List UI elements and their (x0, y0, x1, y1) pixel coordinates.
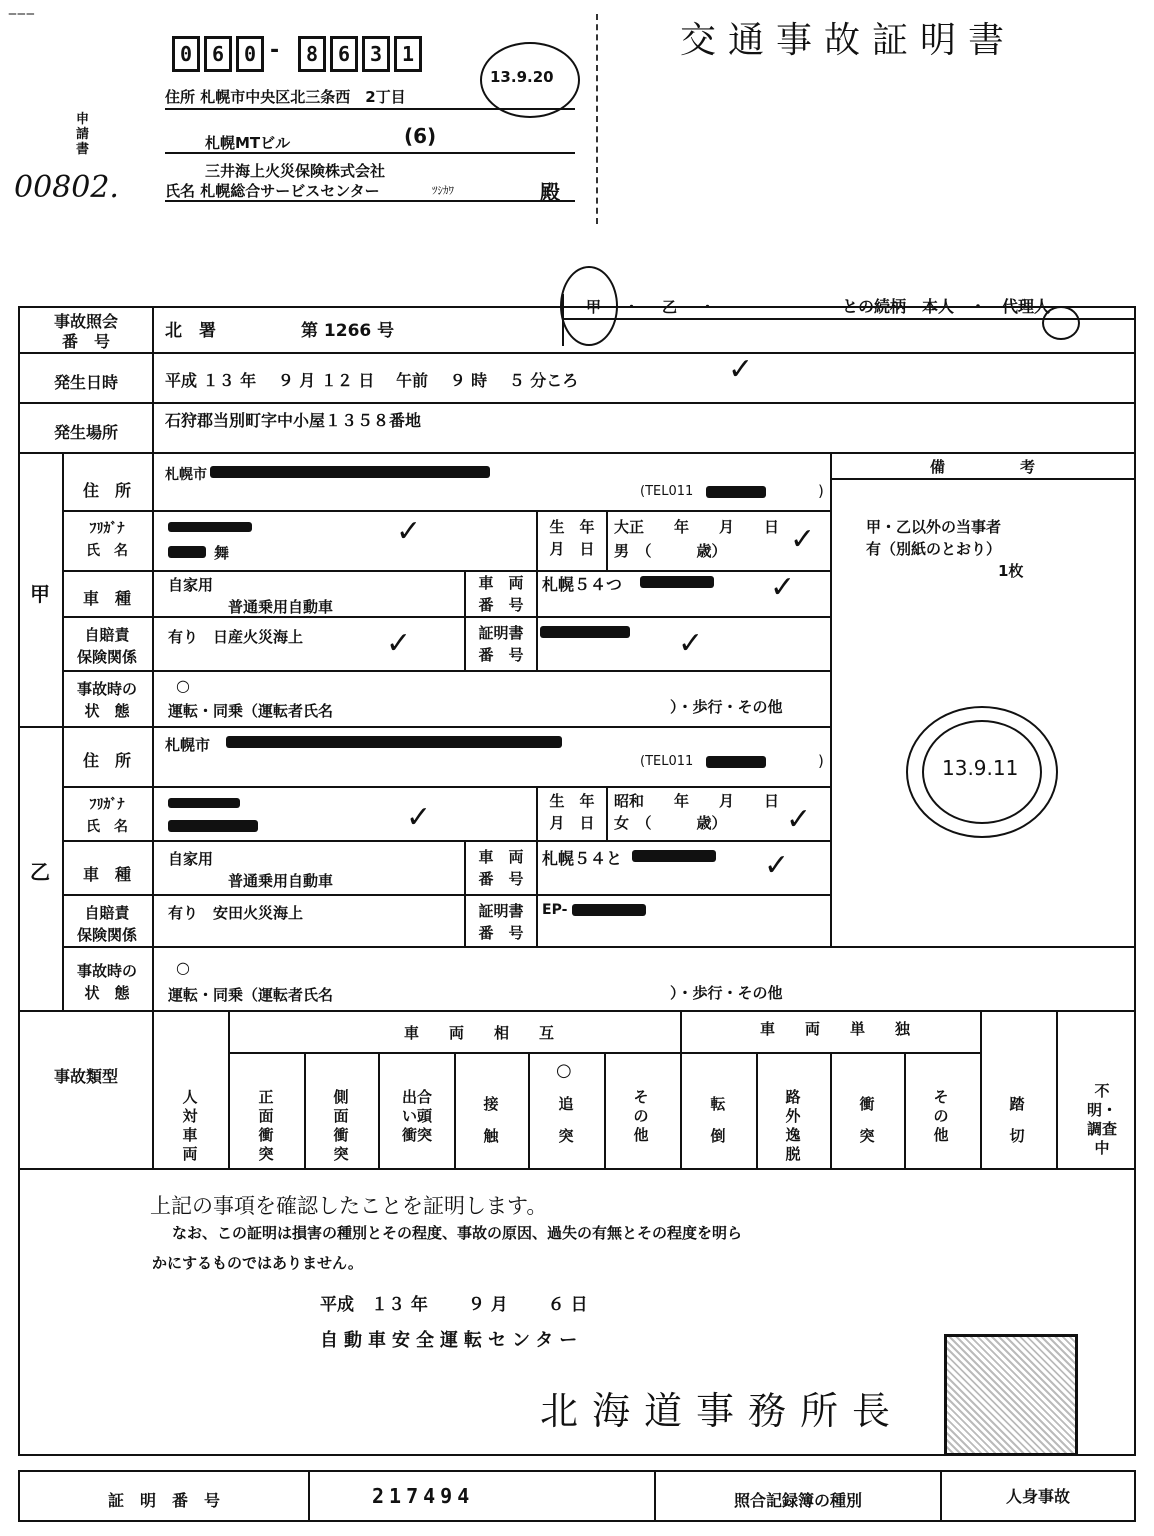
party-b-status: 運転・同乗（運転者氏名 (168, 986, 334, 1004)
col-line (680, 1010, 682, 1168)
party-b-dob: 昭和 年 月 日 (614, 792, 780, 810)
redaction (168, 820, 258, 832)
mutual-header: 車 両 相 互 (404, 1024, 555, 1042)
case-no-value: 北 署 第 1266 号 (165, 321, 395, 341)
recipient-underline (165, 200, 575, 202)
party-a-dob-label: 生 年 月 日 (549, 518, 595, 558)
row-line (62, 786, 830, 788)
party-a-cert-label: 証明書 番 号 (478, 624, 524, 664)
label-divider (152, 306, 154, 1011)
remarks-line: 甲・乙以外の当事者 (866, 518, 1002, 536)
zip-dash: - (270, 38, 280, 63)
cert-number-label: 証 明 番 号 (107, 1491, 220, 1510)
handwritten-number: 00802. (14, 170, 119, 205)
row-line (18, 726, 830, 728)
check-mark: ✓ (786, 802, 812, 837)
zip-digit: 6 (204, 36, 232, 72)
zip-digit: 1 (394, 36, 422, 72)
col-line (536, 570, 538, 670)
col-line (536, 840, 538, 946)
party-a-tel: (TEL011 (640, 484, 694, 499)
party-a-car-type: 自家用 (168, 576, 214, 594)
party-b-address-label: 住 所 (82, 751, 131, 770)
case-no-label: 事故照会 番 号 (53, 312, 118, 351)
certify-note: かにするものではありません。 (152, 1254, 363, 1272)
check-mark: ✓ (770, 570, 796, 605)
party-b-car-type-label: 車 種 (82, 865, 131, 884)
redaction (706, 486, 766, 498)
check-mark: ✓ (386, 626, 412, 661)
place-label: 発生場所 (53, 423, 118, 442)
party-a-name: 舞 (214, 544, 230, 562)
col-line (830, 1052, 832, 1168)
document-title: 交通事故証明書 (680, 20, 1017, 61)
row-line (18, 352, 1136, 354)
row-line (62, 510, 830, 512)
relation-otsu: 乙 (662, 298, 678, 316)
type-pedestrian: 人対車両 (182, 1088, 198, 1163)
row-line (62, 670, 830, 672)
row-line (18, 1010, 1136, 1012)
col-line (228, 1010, 230, 1168)
corner-mark: ‒‒‒ (8, 6, 35, 22)
check-mark: ✓ (406, 800, 432, 835)
single-header: 車 両 単 独 (760, 1020, 911, 1038)
redaction (168, 798, 240, 808)
accident-type-label: 事故類型 (53, 1067, 118, 1086)
remarks-header-line (830, 478, 1136, 480)
recipient-address: 住所 札幌市中央区北三条西 2丁目 (165, 88, 406, 106)
date-value: 平成 １３ 年 ９ 月 １２ 日 午前 ９ 時 ５ 分ころ (165, 371, 579, 390)
check-mark: ✓ (396, 514, 422, 549)
type-overturn: 転 倒 (710, 1095, 741, 1145)
receipt-stamp-date: 13.9.20 (490, 68, 554, 86)
certify-note: なお、この証明は損害の種別とその程度、事故の原因、過失の有無とその程度を明ら (172, 1224, 743, 1242)
type-side: 側面衝突 (333, 1088, 349, 1163)
redaction (632, 850, 716, 862)
type-other-single: その他 (933, 1088, 949, 1144)
type-unknown: 不明・調査中 (1086, 1082, 1117, 1157)
redaction (706, 756, 766, 768)
redaction (572, 904, 646, 916)
relation-divider (562, 294, 564, 346)
redaction (540, 626, 630, 638)
party-b-cert: EP- (542, 902, 568, 918)
row-line (18, 452, 1136, 454)
type-rear-end: 追 突 (558, 1095, 589, 1145)
col-line (454, 1052, 456, 1168)
cert-number: 217494 (372, 1484, 475, 1508)
party-b-insurance-label: 自賠責 保険関係 (76, 904, 137, 944)
party-a-car-no-label: 車 両 番 号 (478, 574, 524, 614)
party-a-car-type-label: 車 種 (82, 589, 131, 608)
party-b-name-label: ﾌﾘｶﾞﾅ 氏 名 (86, 797, 128, 835)
party-a-address: 札幌市 (165, 467, 207, 483)
col-line (378, 1052, 380, 1168)
zip-digit: 8 (298, 36, 326, 72)
recipient-name: 氏名 札幌総合サービスセンター (165, 182, 380, 200)
type-collision: 衝 突 (859, 1095, 890, 1145)
party-a-insurance-label: 自賠責 保険関係 (76, 626, 137, 666)
party-b-car-type: 普通乗用自動車 (228, 872, 334, 890)
type-contact: 接 触 (483, 1095, 514, 1145)
relation-label: との続柄 本人 ・ 代理人 (842, 297, 1051, 316)
party-a-status-tail: ）・歩行・その他 (670, 698, 783, 716)
party-b-cert-label: 証明書 番 号 (478, 902, 524, 942)
col-line (304, 1052, 306, 1168)
recipient-small: ﾂｼｶﾜ (432, 184, 454, 197)
redaction (210, 466, 490, 478)
party-a-dob: 大正 年 月 日 (614, 518, 780, 536)
col-line (604, 1052, 606, 1168)
col-line (606, 786, 608, 840)
zip-digit: 0 (236, 36, 264, 72)
record-type-value: 人身事故 (1005, 1487, 1070, 1506)
party-b-address: 札幌市 (165, 736, 211, 754)
relation-dot: ・ (624, 298, 640, 316)
party-b-dob-label: 生 年 月 日 (549, 792, 595, 832)
party-b-car-no-label: 車 両 番 号 (478, 848, 524, 888)
row-line (62, 946, 1136, 948)
col-line (308, 1470, 310, 1522)
party-a-name-label: ﾌﾘｶﾞﾅ 氏 名 (86, 521, 128, 559)
col-line (152, 1010, 154, 1168)
party-b-tag: 乙 (30, 860, 50, 884)
type-other-mutual: その他 (633, 1088, 649, 1144)
party-a-status-mark: ○ (176, 676, 190, 695)
col-line (1056, 1010, 1058, 1168)
remarks-divider (830, 452, 832, 947)
redaction (168, 522, 252, 532)
party-b-car-no: 札幌５４と (542, 849, 623, 868)
party-a-sex-age: 男 （ 歳） (614, 542, 727, 560)
row-line (62, 616, 830, 618)
side-label: 申請書 (76, 112, 90, 157)
certify-statement: 上記の事項を確認したことを証明します。 (150, 1194, 548, 1218)
relation-dot: ・ (700, 298, 716, 316)
col-line (606, 510, 608, 570)
check-mark: ✓ (678, 626, 704, 661)
zip-digit: 0 (172, 36, 200, 72)
party-a-car-no: 札幌５４つ (542, 575, 623, 594)
redaction (640, 576, 714, 588)
party-b-status-mark: ○ (176, 958, 190, 977)
building-mark: (6) (404, 124, 437, 148)
party-a-status: 運転・同乗（運転者氏名 (168, 702, 334, 720)
police-stamp-date: 13.9.11 (942, 756, 1019, 780)
receipt-stamp (480, 42, 580, 118)
row-line (62, 894, 830, 896)
relation-kou: 甲 (586, 298, 602, 316)
type-head-on: 正面衝突 (258, 1088, 274, 1163)
redaction (168, 546, 206, 558)
party-b-tel: (TEL011 (640, 754, 694, 769)
issuing-org: 自動車安全運転センター (320, 1330, 584, 1351)
party-a-tag: 甲 (30, 582, 50, 606)
type-off-road: 路外逸脱 (785, 1088, 801, 1163)
remarks-line: 1枚 (998, 562, 1024, 580)
party-b-tel-close: ) (818, 752, 824, 770)
honorific: 殿 (540, 180, 560, 204)
party-a-address-label: 住 所 (82, 481, 131, 500)
party-a-tel-close: ) (818, 482, 824, 500)
remarks-label: 備 考 (930, 458, 1036, 476)
zip-digit: 3 (362, 36, 390, 72)
type-selected-mark: ○ (556, 1060, 572, 1081)
place-value: 石狩郡当別町字中小屋１３５８番地 (165, 411, 422, 430)
type-crossing: 出合い頭衝突 (401, 1088, 432, 1144)
date-label: 発生日時 (53, 373, 118, 392)
row-line (18, 1168, 1136, 1170)
address-underline (165, 108, 575, 110)
official-seal (944, 1334, 1078, 1456)
issuing-office: 北海道事務所長 (540, 1389, 905, 1433)
col-line (904, 1052, 906, 1168)
party-b-car-type: 自家用 (168, 850, 214, 868)
col-line (528, 1052, 530, 1168)
col-line (756, 1052, 758, 1168)
party-a-status-label: 事故時の 状 態 (76, 680, 137, 720)
recipient-building: 札幌MTビル (205, 134, 291, 152)
building-underline (165, 152, 575, 154)
row-line (62, 840, 830, 842)
party-a-car-type: 普通乗用自動車 (228, 598, 334, 616)
party-b-status-label: 事故時の 状 態 (76, 962, 137, 1002)
check-mark: ✓ (790, 522, 816, 557)
party-a-insurance: 有り 日産火災海上 (168, 628, 304, 646)
party-b-status-tail: ）・歩行・その他 (670, 984, 783, 1002)
party-b-insurance: 有り 安田火災海上 (168, 904, 304, 922)
zip-digit: 6 (330, 36, 358, 72)
row-line (62, 570, 830, 572)
recipient-company: 三井海上火災保険株式会社 (205, 162, 386, 180)
type-railroad: 踏 切 (1009, 1095, 1040, 1145)
issue-date: 平成 １３ 年 ９ 月 ６ 日 (320, 1295, 588, 1315)
row-line (18, 402, 1136, 404)
fold-line (596, 14, 598, 224)
col-line (980, 1010, 982, 1168)
redaction (226, 736, 562, 748)
remarks-line: 有（別紙のとおり） (866, 540, 1002, 558)
record-type-label: 照合記録簿の種別 (733, 1491, 862, 1510)
check-mark: ✓ (764, 848, 790, 883)
police-stamp (906, 706, 1058, 838)
party-b-sex-age: 女 （ 歳） (614, 814, 727, 832)
relation-line (562, 318, 1136, 320)
check-mark: ✓ (728, 352, 754, 387)
